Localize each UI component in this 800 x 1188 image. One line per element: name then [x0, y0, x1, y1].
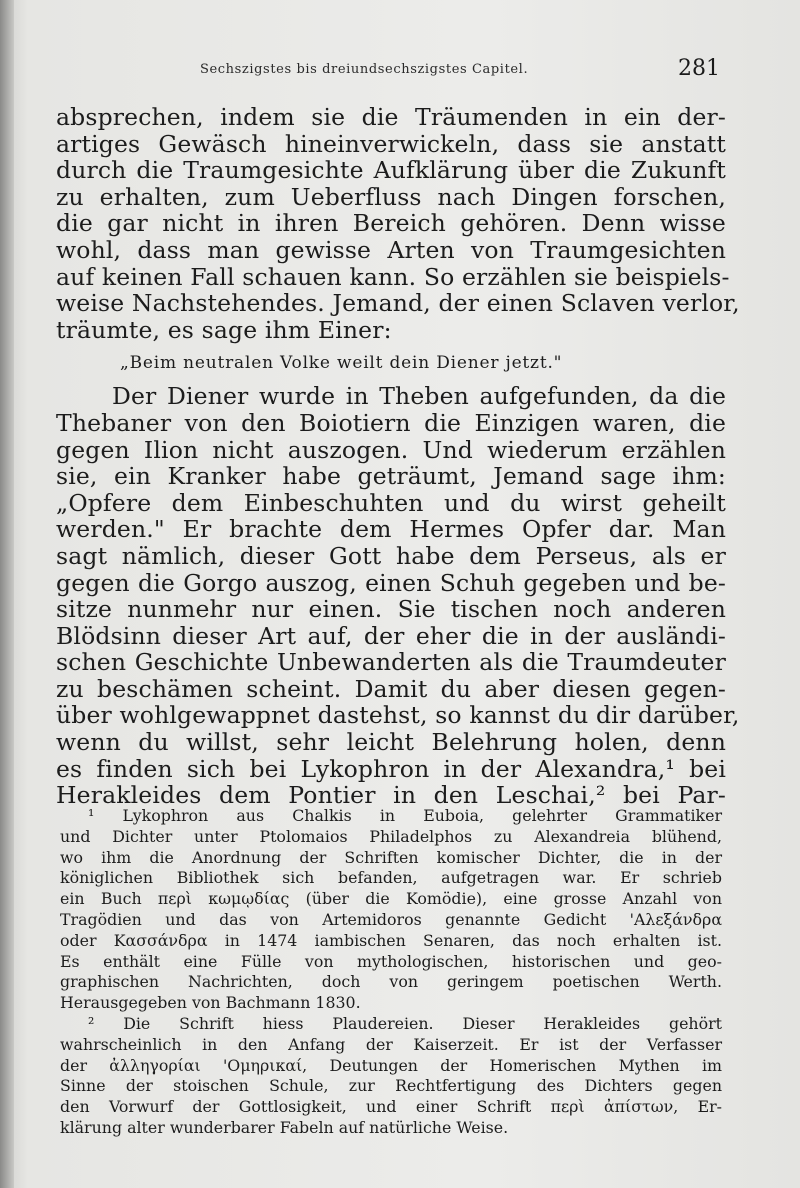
- main-text: [56, 103, 740, 810]
- running-head-title: Sechszigstes bis dreiundsechszigstes Capitel.: [200, 62, 529, 77]
- footnotes: [60, 806, 722, 1139]
- text-line: Blödsinn dieser Art auf, der eher die in der ausländi-: [56, 621, 726, 650]
- text-line: schen Geschichte Unbewanderten als die Traumdeuter: [56, 648, 726, 677]
- text-line: sie, ein Kranker habe geträumt, Jemand sage ihm:: [56, 462, 726, 491]
- footnote-line: Herausgegeben von Bachmann 1830.: [60, 993, 361, 1013]
- text-line: sagt nämlich, dieser Gott habe dem Perseus, als er: [56, 541, 726, 570]
- running-head: [200, 58, 720, 88]
- text-line: Thebaner von den Boiotiern die Einzigen waren, die: [56, 408, 726, 437]
- text-line: wohl, dass man gewisse Arten von Traumgesichten: [56, 235, 726, 264]
- text-line: über wohlgewappnet dastehst, so kannst du dir darüber,: [56, 701, 740, 730]
- text-line: artiges Gewäsch hineinverwickeln, dass sie anstatt: [56, 129, 726, 158]
- footnote-line: und Dichter unter Ptolomaios Philadelphos zu Alexandreia blühend,: [60, 826, 722, 846]
- text-line: durch die Traumgesichte Aufklärung über die Zukunft: [56, 156, 726, 185]
- text-line: auf keinen Fall schauen kann. So erzählen sie beispiels-: [56, 262, 730, 291]
- footnote-line: graphischen Nachrichten, doch von geringem poetischen Werth.: [60, 972, 722, 992]
- footnote-line: den Vorwurf der Gottlosigkeit, und einer Schrift περὶ ἀπίστων, Er-: [60, 1097, 722, 1117]
- text-line: weise Nachstehendes. Jemand, der einen Sclaven verlor,: [56, 289, 740, 318]
- footnote-line: klärung alter wunderbarer Fabeln auf natürliche Weise.: [60, 1117, 509, 1137]
- text-line: Herakleides dem Pontier in den Leschai,² bei Par-: [56, 781, 726, 810]
- page-number: 281: [678, 56, 720, 81]
- footnote-line: der ἀλληγορίαι 'Ομηρικαί, Deutungen der Homerischen Mythen im: [60, 1055, 722, 1075]
- footnote-line: Es enthält eine Fülle von mythologischen, historischen und geo-: [60, 951, 722, 971]
- text-line: gegen Ilion nicht auszogen. Und wiederum erzählen: [56, 435, 726, 464]
- dream-quote: „Beim neutralen Volke weilt dein Diener jetzt.": [120, 353, 563, 374]
- footnote-line: Tragödien und das von Artemidoros genannte Gedicht 'Αλεξάνδρα: [60, 909, 722, 929]
- footnote-line: königlichen Bibliothek sich befanden, aufgetragen war. Er schrieb: [60, 868, 722, 888]
- text-line: zu beschämen scheint. Damit du aber diesen gegen-: [56, 674, 726, 703]
- footnote-line: ein Buch περὶ κωμῳδίας (über die Komödie), eine grosse Anzahl von: [60, 889, 722, 909]
- footnote-line: Sinne der stoischen Schule, zur Rechtfertigung des Dichters gegen: [60, 1076, 722, 1096]
- text-line: gegen die Gorgo auszog, einen Schuh gegeben und be-: [56, 568, 726, 597]
- text-line: „Opfere dem Einbeschuhten und du wirst geheilt: [56, 488, 726, 517]
- text-line: träumte, es sage ihm Einer:: [56, 315, 392, 344]
- footnote-line: wo ihm die Anordnung der Schriften komischer Dichter, die in der: [60, 847, 722, 867]
- text-line: werden." Er brachte dem Hermes Opfer dar. Man: [56, 515, 726, 544]
- text-line: Der Diener wurde in Theben aufgefunden, da die: [112, 382, 726, 411]
- text-line: sitze nunmehr nur einen. Sie tischen noch anderen: [56, 595, 726, 624]
- footnote-line: wahrscheinlich in den Anfang der Kaiserzeit. Er ist der Verfasser: [60, 1034, 722, 1054]
- text-line: absprechen, indem sie die Träumenden in ein der-: [56, 103, 726, 131]
- footnote-line: ² Die Schrift hiess Plaudereien. Dieser Herakleides gehört: [88, 1013, 722, 1033]
- text-line: wenn du willst, sehr leicht Belehrung holen, denn: [56, 728, 726, 757]
- text-line: die gar nicht in ihren Bereich gehören. Denn wisse: [56, 209, 726, 238]
- text-line: es finden sich bei Lykophron in der Alexandra,¹ bei: [56, 754, 726, 783]
- text-line: zu erhalten, zum Ueberfluss nach Dingen forschen,: [56, 182, 726, 211]
- footnote-line: ¹ Lykophron aus Chalkis in Euboia, gelehrter Grammatiker: [88, 806, 722, 825]
- footnote-line: oder Κασσάνδρα in 1474 iambischen Senaren, das noch erhalten ist.: [60, 930, 722, 950]
- page-gutter-shadow: [0, 0, 14, 1188]
